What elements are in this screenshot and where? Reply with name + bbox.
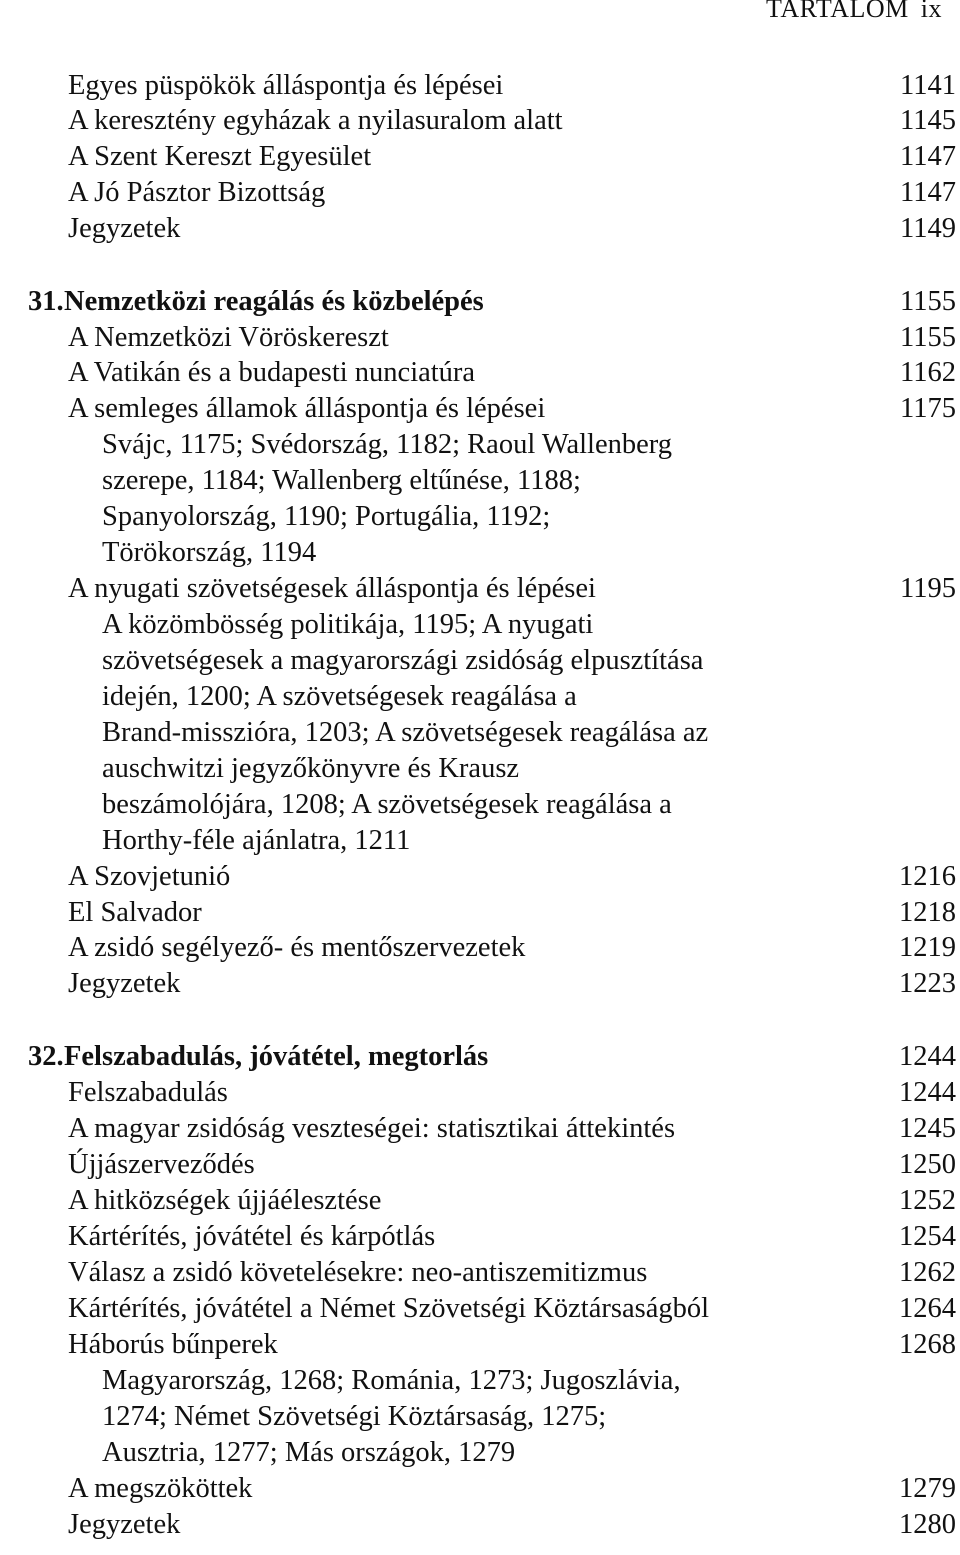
- entry-title: Spanyolország, 1190; Portugália, 1192;: [102, 501, 551, 532]
- page-number: 1262: [899, 1257, 956, 1288]
- chapter-number: 31.: [28, 286, 64, 317]
- entry-title: Kártérítés, jóvátétel és kárpótlás: [68, 1221, 436, 1252]
- entry-title: szerepe, 1184; Wallenberg eltűnése, 1188;: [102, 465, 581, 496]
- chapter-title: Felszabadulás, jóvátétel, megtorlás: [64, 1041, 489, 1072]
- entry-title: Jegyzetek: [68, 1509, 181, 1540]
- entry-title: Svájc, 1175; Svédország, 1182; Raoul Wallenberg: [102, 429, 672, 460]
- entry-title: Jegyzetek: [68, 213, 181, 244]
- entry-title: A Nemzetközi Vöröskereszt: [68, 322, 389, 353]
- page-number: 1218: [899, 897, 956, 928]
- page-number: 1141: [900, 70, 956, 101]
- entry-title: beszámolójára, 1208; A szövetségesek reagálása a: [102, 789, 672, 820]
- entry-title: A megszököttek: [68, 1473, 253, 1504]
- page-number: 1223: [899, 968, 956, 999]
- page-number: 1254: [899, 1221, 956, 1252]
- entry-title: A magyar zsidóság veszteségei: statisztikai áttekintés: [68, 1113, 676, 1144]
- entry-title: A zsidó segélyező- és mentőszervezetek: [68, 932, 526, 963]
- entry-title: Brand-misszióra, 1203; A szövetségesek reagálása az: [102, 717, 709, 748]
- page-number: 1147: [900, 177, 956, 208]
- entry-title: idején, 1200; A szövetségesek reagálása a: [102, 681, 577, 712]
- page-number: 1147: [900, 141, 956, 172]
- chapter-title: Nemzetközi reagálás és közbelépés: [64, 286, 484, 317]
- entry-title: Horthy-féle ajánlatra, 1211: [102, 825, 411, 856]
- page-number: 1162: [900, 357, 956, 388]
- header-section-title: TARTALOM: [766, 0, 909, 23]
- page-number: 1216: [899, 861, 956, 892]
- entry-title: A nyugati szövetségesek álláspontja és lépései: [68, 573, 596, 604]
- header-page-number: ix: [920, 0, 942, 23]
- page-number: 1149: [900, 213, 956, 244]
- entry-title: A Szovjetunió: [68, 861, 231, 892]
- entry-title: auschwitzi jegyzőkönyvre és Krausz: [102, 753, 520, 784]
- entry-title: A Szent Kereszt Egyesület: [68, 141, 372, 172]
- entry-title: A semleges államok álláspontja és lépései: [68, 393, 546, 424]
- page-number: 1244: [899, 1041, 956, 1072]
- entry-title: A Vatikán és a budapesti nunciatúra: [68, 357, 476, 388]
- entry-title: 1274; Német Szövetségi Köztársaság, 1275;: [102, 1401, 607, 1432]
- page-number: 1219: [899, 932, 956, 963]
- entry-title: A közömbösség politikája, 1195; A nyugati: [102, 609, 594, 640]
- entry-title: szövetségesek a magyarországi zsidóság elpusztítása: [102, 645, 704, 676]
- entry-title: Háborús bűnperek: [68, 1329, 278, 1360]
- entry-title: Felszabadulás: [68, 1077, 228, 1108]
- entry-title: A Jó Pásztor Bizottság: [68, 177, 326, 208]
- page-number: 1195: [900, 573, 956, 604]
- page-number: 1279: [899, 1473, 956, 1504]
- entry-title: Törökország, 1194: [102, 537, 317, 568]
- entry-title: Magyarország, 1268; Románia, 1273; Jugoszlávia,: [102, 1365, 681, 1396]
- entry-title: Válasz a zsidó követelésekre: neo-antiszemitizmus: [68, 1257, 648, 1288]
- page-number: 1245: [899, 1113, 956, 1144]
- page-number: 1175: [900, 393, 956, 424]
- entry-title: Újjászerveződés: [68, 1149, 255, 1180]
- page-number: 1145: [900, 105, 956, 136]
- page-number: 1250: [899, 1149, 956, 1180]
- entry-title: El Salvador: [68, 897, 202, 928]
- page-number: 1280: [899, 1509, 956, 1540]
- entry-title: A keresztény egyházak a nyilasuralom alatt: [68, 105, 563, 136]
- entry-title: Ausztria, 1277; Más országok, 1279: [102, 1437, 516, 1468]
- page-number: 1244: [899, 1077, 956, 1108]
- page-number: 1264: [899, 1293, 956, 1324]
- page-number: 1155: [900, 322, 956, 353]
- running-header: [766, 0, 942, 24]
- page-number: 1252: [899, 1185, 956, 1216]
- entry-title: A hitközségek újjáélesztése: [68, 1185, 382, 1216]
- page-number: 1268: [899, 1329, 956, 1360]
- page-number: 1155: [900, 286, 956, 317]
- chapter-number: 32.: [28, 1041, 64, 1072]
- entry-title: Kártérítés, jóvátétel a Német Szövetségi Köztársaságból: [68, 1293, 710, 1324]
- entry-title: Jegyzetek: [68, 968, 181, 999]
- entry-title: Egyes püspökök álláspontja és lépései: [68, 70, 504, 101]
